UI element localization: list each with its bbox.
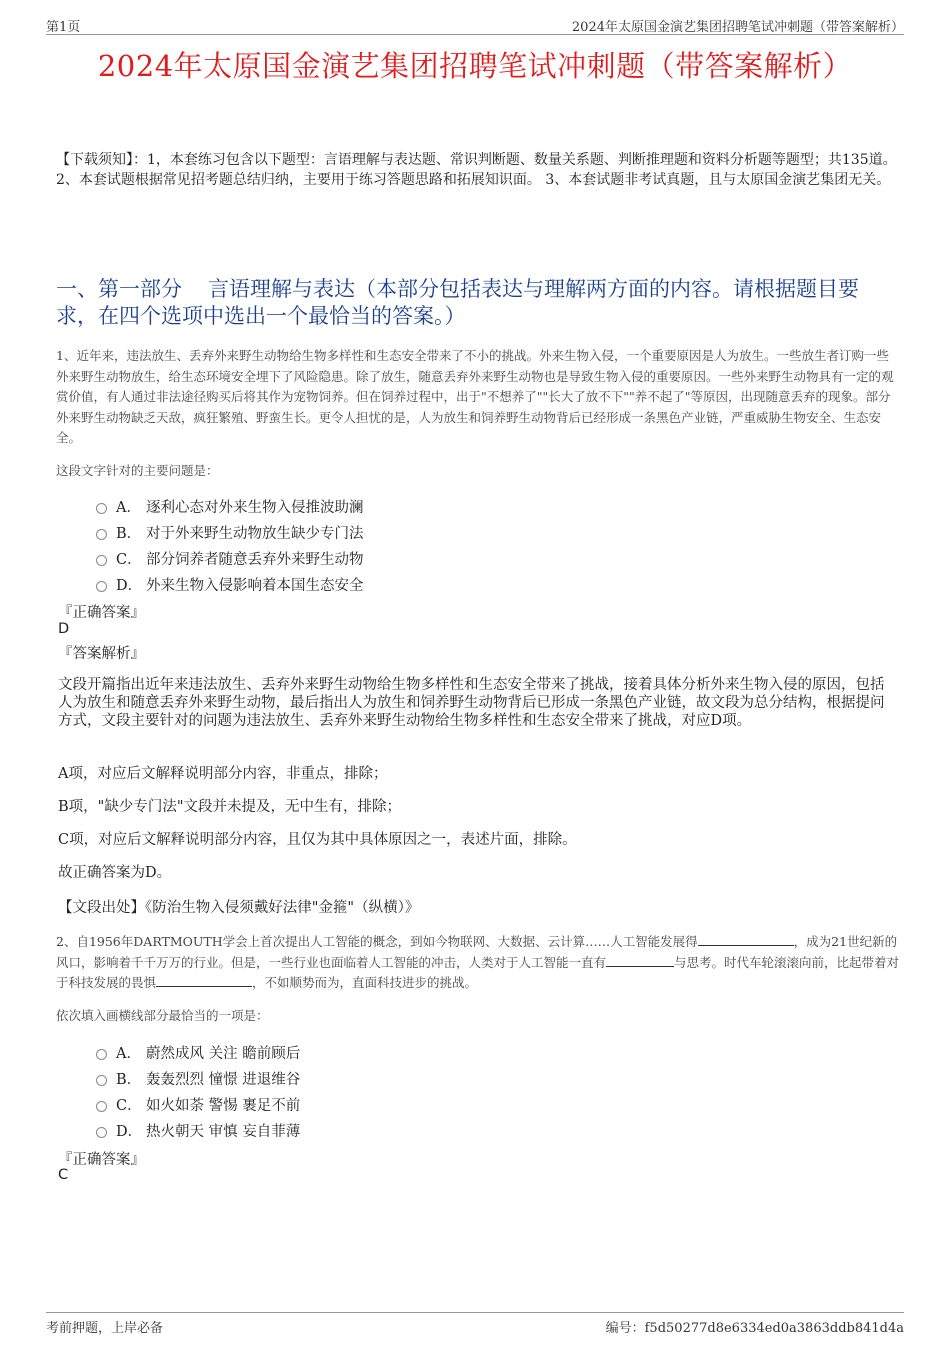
radio-icon[interactable] xyxy=(96,503,107,514)
option-text: 热火朝天 审慎 妄自菲薄 xyxy=(146,1123,301,1140)
q1-answer-value: D xyxy=(58,621,70,637)
q1-stem: 1、近年来，违法放生、丢弃外来野生动物给生物多样性和生态安全带来了不小的挑战。外来生物入侵，一个重要原因是人为放生。一些放生者订购一些外来野生动物放生，给生态环境安全埋下了风险隐患。除了放生，随意丢弃外来野生动物也是导致生物入侵的重要原因。一些外来野生动物具有一定的观赏价值，有人通过非法途径购买后将其作为宠物饲养。但在饲养过程中，出于"不想养了""长大了放不下""养不起了"等原因，出现随意丢弃的现象。部分外来野生动物缺乏天敌，疯狂繁殖、野蛮生长。更令人担忧的是，人为放生和饲养野生动物背后已经形成一条黑色产业链，严重威胁生物安全、生态安全。 xyxy=(56,348,894,445)
option-key: C． xyxy=(116,1097,142,1114)
q2-stem-part-2: ，成为21世纪新的风口，影响着千千万万的行业。但是，一些行业也面临着人工智能的冲击，人类对于人工智能一直有 xyxy=(56,934,898,970)
option-text: 对于外来野生动物放生缺少专门法 xyxy=(146,525,364,542)
option-text: 如火如荼 警惕 裹足不前 xyxy=(146,1097,301,1114)
option-key: A． xyxy=(116,1045,141,1062)
radio-icon[interactable] xyxy=(96,555,107,566)
q2-prompt: 依次填入画横线部分最恰当的一项是： xyxy=(56,1008,269,1023)
option-text: 外来生物入侵影响着本国生态安全 xyxy=(146,577,364,594)
q1-options xyxy=(96,493,364,597)
section-heading-number: 一、第一部分 xyxy=(56,277,182,301)
section-heading xyxy=(56,276,896,330)
option-text: 轰轰烈烈 憧憬 进退维谷 xyxy=(146,1071,301,1088)
option-text: 部分饲养者随意丢弃外来野生动物 xyxy=(146,551,364,568)
q1-conclusion: 故正确答案为D。 xyxy=(58,865,172,881)
option-key: D． xyxy=(116,1123,143,1140)
q2-option-d[interactable] xyxy=(96,1117,300,1143)
q1-analysis-a: A项，对应后文解释说明部分内容，非重点，排除； xyxy=(58,766,388,782)
radio-icon[interactable] xyxy=(96,1127,107,1138)
document-title: 2024年太原国金演艺集团招聘笔试冲刺题（带答案解析） xyxy=(97,49,853,83)
download-notice: 【下载须知】：1，本套练习包含以下题型：言语理解与表达题、常识判断题、数量关系题、判断推理题和资料分析题等题型；共135道。 2、本套试题根据常见招考题总结归纳，主要用于练习答题思路和拓展知识面。 3、本套试题非考试真题，且与太原国金演艺集团无关。 xyxy=(56,152,897,188)
header-doc-title: 2024年太原国金演艺集团招聘笔试冲刺题（带答案解析） xyxy=(571,20,904,35)
radio-icon[interactable] xyxy=(96,1101,107,1112)
page-footer xyxy=(46,1312,904,1337)
q1-source: 【文段出处】《防治生物入侵须戴好法律"金箍"（纵横）》 xyxy=(58,900,420,916)
option-text: 逐利心态对外来生物入侵推波助澜 xyxy=(146,499,364,516)
page-number: 第1页 xyxy=(46,20,81,35)
q2-options xyxy=(96,1039,300,1143)
q1-option-b[interactable] xyxy=(96,519,364,545)
fill-blank-3[interactable] xyxy=(156,976,252,987)
q1-analysis-label: 『答案解析』 xyxy=(58,646,145,662)
option-key: C． xyxy=(116,551,142,568)
q2-answer-label: 『正确答案』 xyxy=(58,1152,145,1168)
option-key: D． xyxy=(116,577,143,594)
q2-answer-value: C xyxy=(58,1167,69,1183)
q2-option-b[interactable] xyxy=(96,1065,300,1091)
q1-analysis-c: C项，对应后文解释说明部分内容，且仅为其中具体原因之一，表述片面，排除。 xyxy=(58,832,577,848)
q2-option-a[interactable] xyxy=(96,1039,300,1065)
q2-stem-part-4: ，不如顺势而为，直面科技进步的挑战。 xyxy=(252,975,478,990)
footer-slogan: 考前押题，上岸必备 xyxy=(46,1321,164,1336)
q1-analysis-b: B项，"缺少专门法"文段并未提及，无中生有，排除； xyxy=(58,799,401,815)
fill-blank-1[interactable] xyxy=(698,935,794,946)
radio-icon[interactable] xyxy=(96,529,107,540)
q1-answer-label: 『正确答案』 xyxy=(58,605,145,621)
q1-analysis-paragraph: 文段开篇指出近年来违法放生、丢弃外来野生动物给生物多样性和生态安全带来了挑战，接着具体分析外来生物入侵的原因，包括人为放生和随意丢弃外来野生动物，最后指出人为放生和饲养野生动物背后已形成一条黑色产业链，故文段为总分结构，根据提问方式，文段主要针对的问题为违法放生、丢弃外来野生动物给生物多样性和生态安全带来了挑战，对应D项。 xyxy=(58,677,885,729)
fill-blank-2[interactable] xyxy=(606,956,674,967)
option-text: 蔚然成风 关注 瞻前顾后 xyxy=(146,1045,301,1062)
radio-icon[interactable] xyxy=(96,1049,107,1060)
page-header xyxy=(46,14,904,35)
option-key: B． xyxy=(116,1071,142,1088)
section-heading-text: 言语理解与表达（本部分包括表达与理解两方面的内容。请根据题目要求，在四个选项中选出一个最恰当的答案。） xyxy=(56,277,859,328)
q1-option-d[interactable] xyxy=(96,571,364,597)
q2-stem-part-3: 与思考。时代车轮滚滚向前，比起带着对于科技发展的畏惧 xyxy=(56,954,900,990)
q2-stem xyxy=(56,932,901,994)
q2-option-c[interactable] xyxy=(96,1091,300,1117)
q1-option-a[interactable] xyxy=(96,493,364,519)
radio-icon[interactable] xyxy=(96,1075,107,1086)
option-key: A． xyxy=(116,499,141,516)
radio-icon[interactable] xyxy=(96,581,107,592)
q2-stem-part-1: 2、自1956年DARTMOUTH学会上首次提出人工智能的概念，到如今物联网、大数据、云计算……人工智能发展得 xyxy=(56,934,698,949)
q1-prompt: 这段文字针对的主要问题是： xyxy=(56,463,219,478)
option-key: B． xyxy=(116,525,142,542)
footer-serial: 编号：f5d50277d8e6334ed0a3863ddb841d4a xyxy=(605,1321,904,1336)
q1-option-c[interactable] xyxy=(96,545,364,571)
